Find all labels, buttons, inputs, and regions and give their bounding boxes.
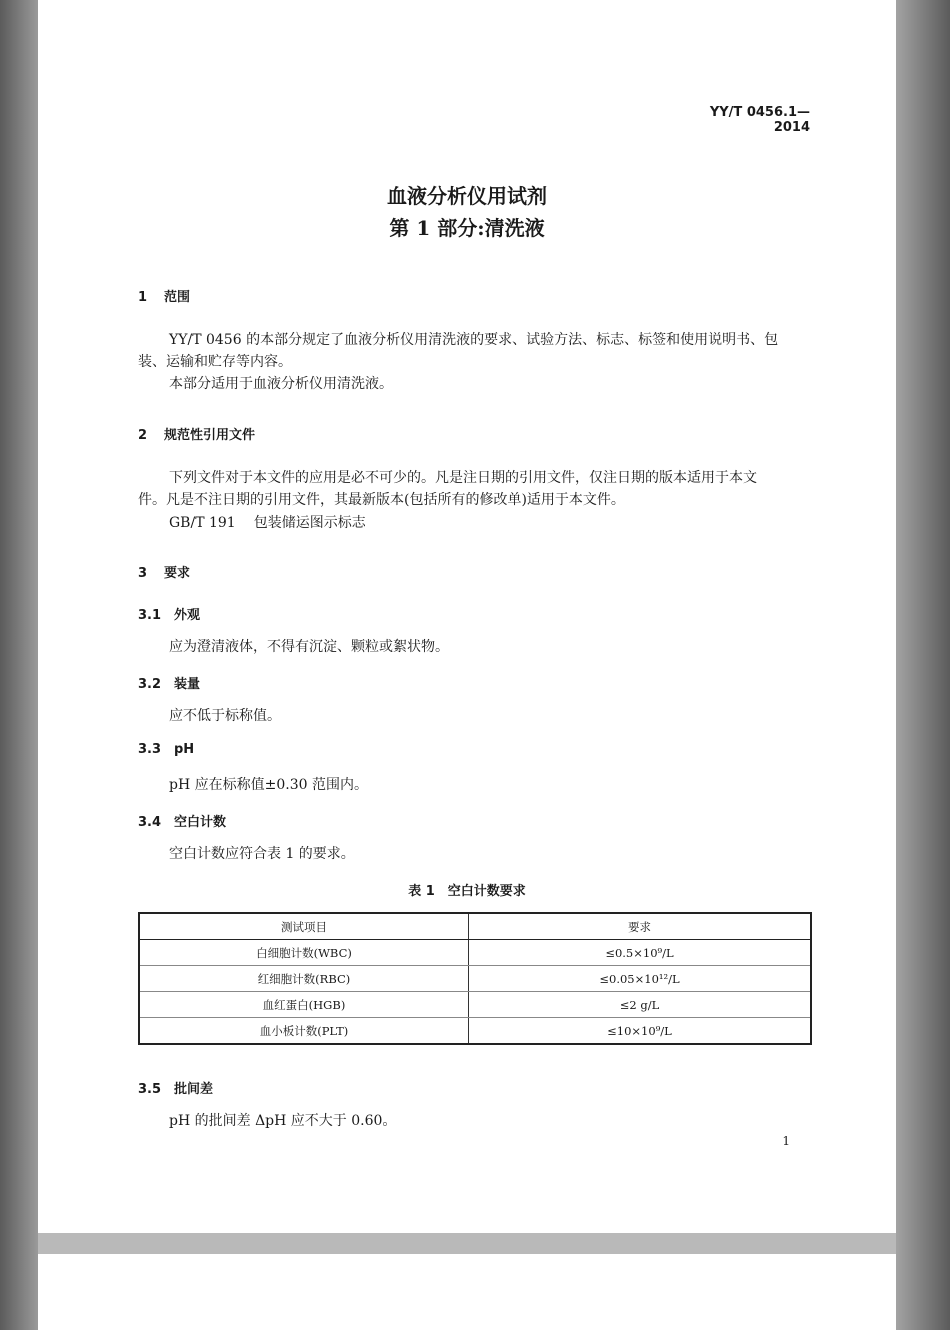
section-1-heading bbox=[138, 286, 190, 305]
document-page bbox=[38, 0, 896, 1233]
subsection-number: 3.4 bbox=[138, 815, 162, 830]
subsection-title: 装量 bbox=[174, 677, 201, 692]
viewer-right-border bbox=[896, 0, 950, 1330]
subsection-title: 外观 bbox=[174, 608, 201, 623]
reference-title: 包装储运图示标志 bbox=[253, 515, 366, 531]
table-header-row bbox=[139, 913, 811, 940]
table-row bbox=[139, 940, 811, 966]
table-row bbox=[139, 992, 811, 1018]
blank-count-table bbox=[138, 912, 812, 1045]
subsection-title: pH bbox=[174, 742, 195, 757]
section-number: 3 bbox=[138, 566, 148, 581]
test-item: 红细胞计数(RBC) bbox=[139, 966, 469, 992]
normative-reference bbox=[169, 512, 366, 534]
reference-code: GB/T 191 bbox=[169, 515, 236, 531]
page-number: 1 bbox=[782, 1134, 790, 1148]
subsection-3-3-heading bbox=[138, 742, 194, 757]
test-item: 血红蛋白(HGB) bbox=[139, 992, 469, 1018]
paragraph: 本部分适用于血液分析仪用清洗液。 bbox=[169, 376, 393, 392]
table-caption: 表 1 空白计数要求 bbox=[408, 884, 526, 899]
test-item: 血小板计数(PLT) bbox=[139, 1018, 469, 1045]
section-title: 规范性引用文件 bbox=[164, 428, 256, 443]
paragraph: 下列文件对于本文件的应用是必不可少的。凡是注日期的引用文件，仅注日期的版本适用于本文 bbox=[169, 470, 757, 486]
subsection-title: 空白计数 bbox=[174, 815, 227, 830]
paragraph: 应不低于标称值。 bbox=[169, 708, 281, 724]
viewer-left-border bbox=[0, 0, 38, 1330]
paragraph: 装、运输和贮存等内容。 bbox=[138, 354, 292, 370]
subsection-number: 3.5 bbox=[138, 1082, 162, 1097]
test-item: 白细胞计数(WBC) bbox=[139, 940, 469, 966]
paragraph: YY/T 0456 的本部分规定了血液分析仪用清洗液的要求、试验方法、标志、标签和使用说明书、包 bbox=[169, 332, 779, 348]
section-2-heading bbox=[138, 424, 255, 443]
table-row bbox=[139, 1018, 811, 1045]
column-header-requirement: 要求 bbox=[469, 913, 812, 940]
section-number: 2 bbox=[138, 428, 148, 443]
subsection-3-1-heading bbox=[138, 604, 200, 623]
next-page bbox=[38, 1254, 896, 1330]
subsection-3-2-heading bbox=[138, 673, 200, 692]
title-line-1: 血液分析仪用试剂 bbox=[387, 184, 547, 208]
subsection-number: 3.3 bbox=[138, 742, 162, 757]
subsection-title: 批间差 bbox=[174, 1082, 214, 1097]
section-title: 要求 bbox=[164, 566, 191, 581]
title-line-2: 第 1 部分:清洗液 bbox=[389, 216, 545, 240]
paragraph: 应为澄清液体，不得有沉淀、颗粒或絮状物。 bbox=[169, 639, 449, 655]
column-header-item: 测试项目 bbox=[139, 913, 469, 940]
standard-code: YY/T 0456.1—2014 bbox=[709, 105, 810, 135]
subsection-number: 3.1 bbox=[138, 608, 162, 623]
section-number: 1 bbox=[138, 290, 148, 305]
subsection-3-5-heading bbox=[138, 1078, 213, 1097]
requirement-value: ≤2 g/L bbox=[469, 992, 812, 1018]
requirement-value: ≤0.05×10¹²/L bbox=[469, 966, 812, 992]
subsection-3-4-heading bbox=[138, 811, 226, 830]
requirement-value: ≤0.5×10⁹/L bbox=[469, 940, 812, 966]
paragraph: pH 应在标称值±0.30 范围内。 bbox=[169, 777, 368, 793]
section-3-heading bbox=[138, 562, 190, 581]
requirement-value: ≤10×10⁹/L bbox=[469, 1018, 812, 1045]
table-row bbox=[139, 966, 811, 992]
paragraph: pH 的批间差 ΔpH 应不大于 0.60。 bbox=[169, 1113, 397, 1129]
subsection-number: 3.2 bbox=[138, 677, 162, 692]
paragraph: 空白计数应符合表 1 的要求。 bbox=[169, 846, 355, 862]
paragraph: 件。凡是不注日期的引用文件，其最新版本(包括所有的修改单)适用于本文件。 bbox=[138, 492, 625, 508]
section-title: 范围 bbox=[164, 290, 191, 305]
